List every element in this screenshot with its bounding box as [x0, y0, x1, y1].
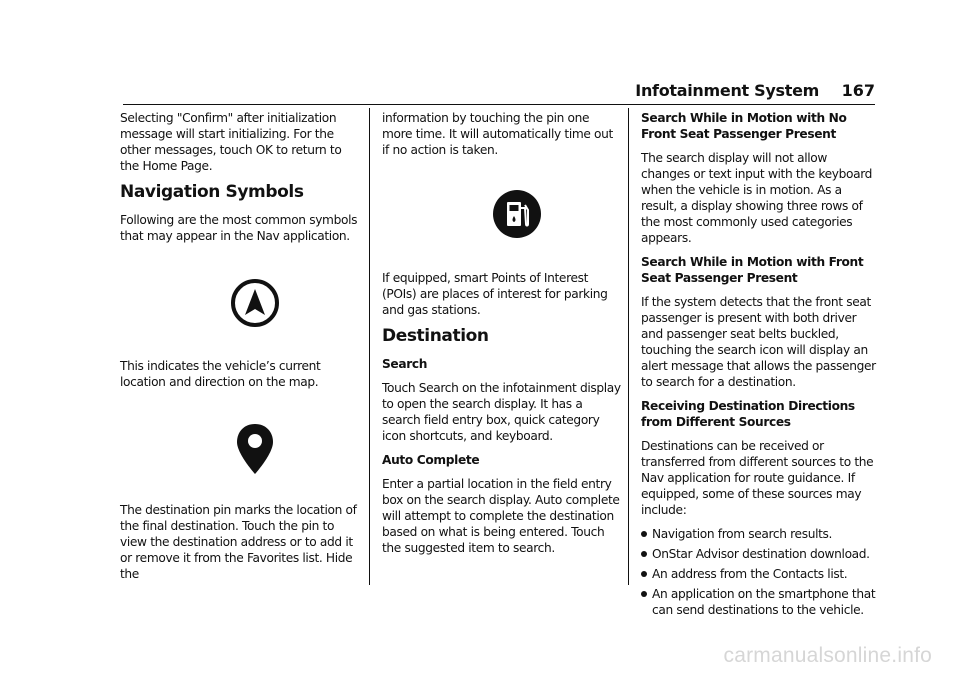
page-number: 167: [841, 81, 875, 100]
list-item: OnStar Advisor destination download.: [641, 546, 879, 562]
destination-pin-icon: [235, 422, 275, 476]
pin-timeout-text: information by touching the pin one more time. It will automatically time out if no action is taken.: [382, 111, 613, 157]
symbols-intro: Following are the most common symbols that may appear in the Nav application.: [120, 213, 358, 243]
vehicle-location-text: This indicates the vehicle’s current location and direction on the map.: [120, 359, 321, 389]
section-title: Infotainment System: [635, 81, 819, 100]
heading-navigation-symbols: Navigation Symbols: [120, 182, 304, 202]
destination-pin-text: The destination pin marks the location of the final destination. Touch the pin to view the destination address or to add it or remove it from the Favorites list. Hide the: [120, 503, 357, 581]
vehicle-location-icon-wrap: [120, 278, 360, 328]
watermark: carmanualsonline.info: [723, 644, 932, 667]
subheading-auto-complete: Auto Complete: [382, 453, 480, 467]
list-item: An address from the Contacts list.: [641, 566, 879, 582]
sources-list: [641, 526, 879, 618]
subheading-receiving-directions: Receiving Destination Directions from Different Sources: [641, 399, 855, 429]
receiving-directions-text: Destinations can be received or transferred from different sources to the Nav application for route guidance. If equipped, some of these sources may include:: [641, 439, 874, 517]
no-passenger-text: The search display will not allow changes or text input with the keyboard when the vehicle is in motion. As a result, a display showing three rows of the most commonly used categories appears.: [641, 151, 873, 245]
destination-pin-icon-wrap: [120, 422, 360, 476]
vehicle-location-icon: [230, 278, 280, 328]
auto-complete-text: Enter a partial location in the field entry box on the search display. Auto complete will attempt to complete the destination based on what is being entered. Touch the suggested item to search.: [382, 477, 620, 555]
list-item: An application on the smartphone that can send destinations to the vehicle.: [641, 586, 879, 618]
gas-station-icon: [491, 188, 543, 240]
with-passenger-text: If the system detects that the front seat passenger is present with both driver and passenger seat belts buckled, touching the search icon will display an alert message that allows the passenger to search for a destination.: [641, 295, 876, 389]
heading-destination: Destination: [382, 326, 489, 346]
list-item: Navigation from search results.: [641, 526, 879, 542]
subheading-with-passenger: Search While in Motion with Front Seat Passenger Present: [641, 255, 864, 285]
column-2: [382, 110, 622, 564]
smart-poi-text: If equipped, smart Points of Interest (POIs) are places of interest for parking and gas stations.: [382, 271, 608, 317]
column-1: [120, 110, 360, 590]
search-text: Touch Search on the infotainment display to open the search display. It has a search field entry box, quick category icon shortcuts, and keyboard.: [382, 381, 621, 443]
subheading-no-passenger: Search While in Motion with No Front Seat Passenger Present: [641, 111, 847, 141]
page-header: [123, 78, 875, 105]
column-divider-1: [369, 108, 370, 585]
column-divider-2: [628, 108, 629, 585]
column-3: [641, 110, 879, 622]
gas-station-icon-wrap: [382, 188, 622, 240]
subheading-search: Search: [382, 357, 428, 371]
init-paragraph: Selecting "Confirm" after initialization message will start initializing. For the other messages, touch OK to return to the Home Page.: [120, 111, 342, 173]
